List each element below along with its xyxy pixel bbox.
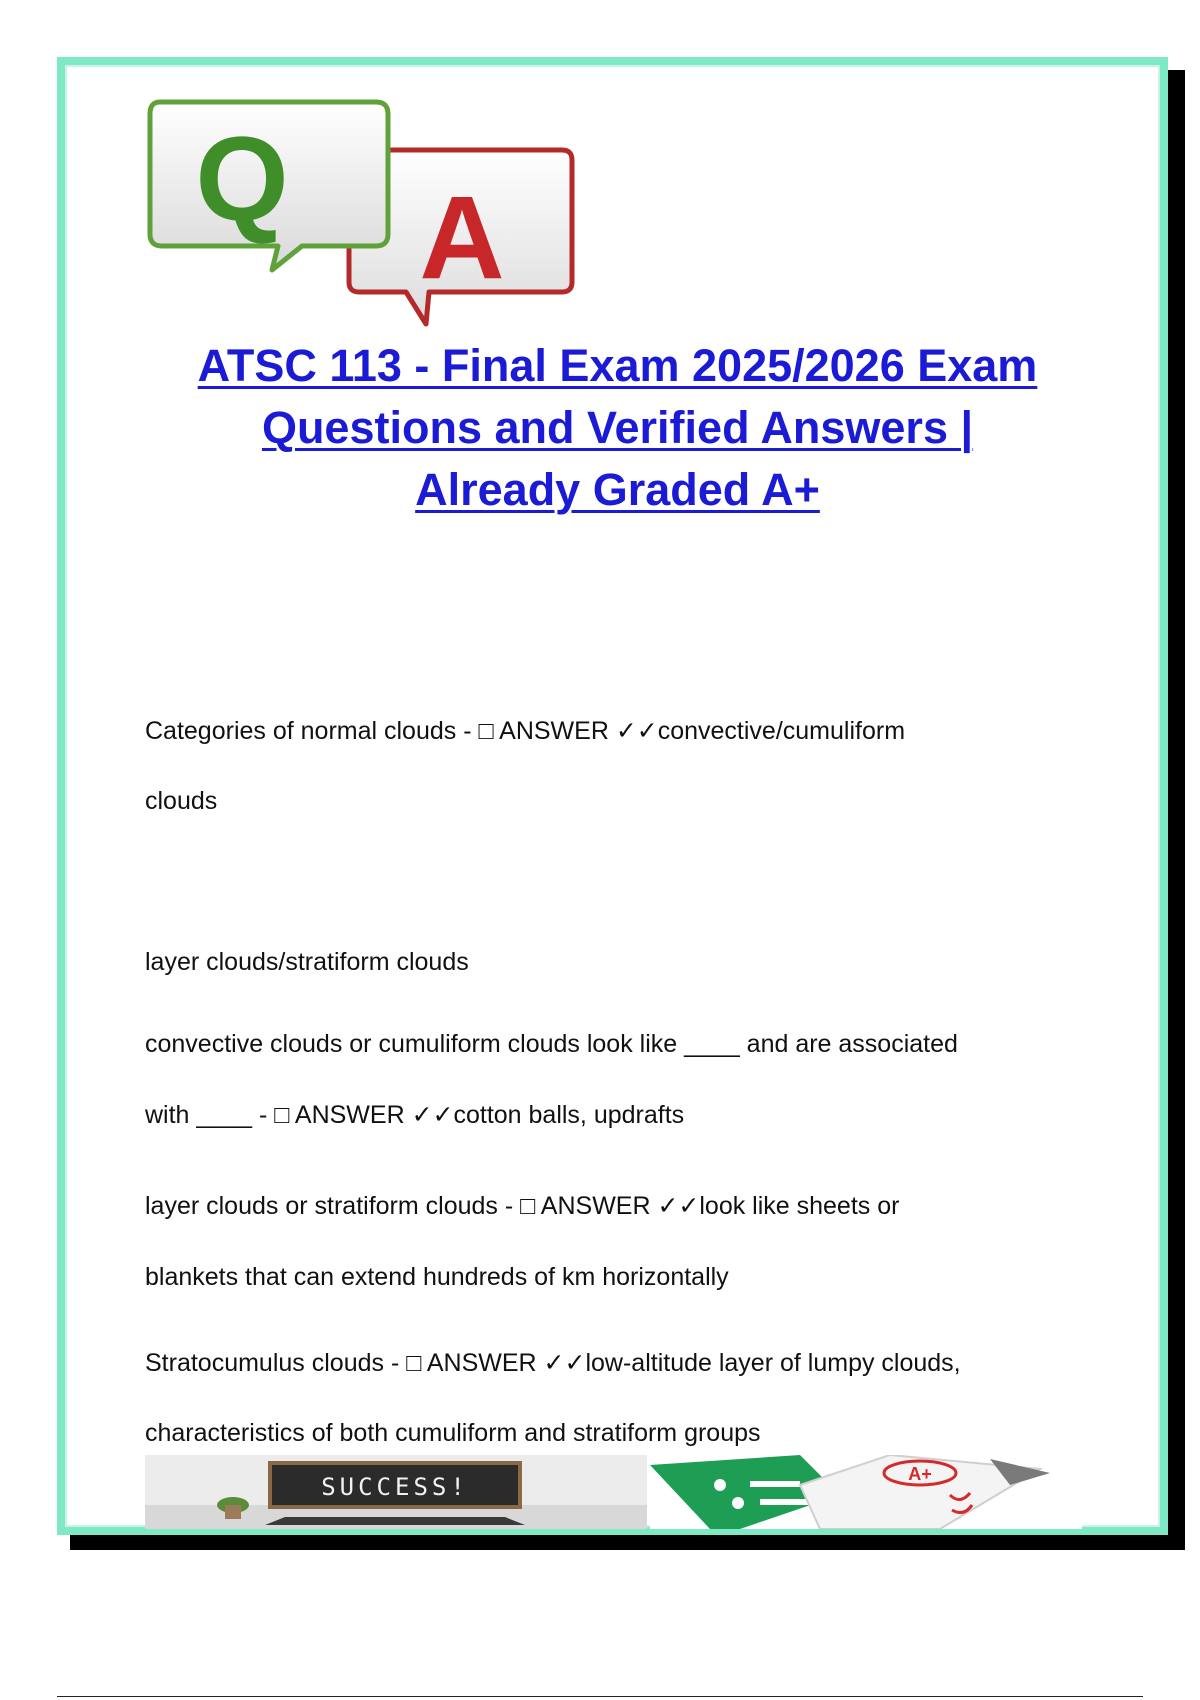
qa-line: layer clouds/stratiform clouds xyxy=(145,948,469,976)
success-sign-image xyxy=(145,1455,647,1529)
bottom-rule xyxy=(57,1696,1143,1697)
qa-line: clouds xyxy=(145,787,218,815)
document-title[interactable] xyxy=(130,335,1105,521)
qa-line: with ____ - □ ANSWER ✓✓cotton balls, updrafts xyxy=(145,1101,685,1129)
title-line[interactable]: Questions and Verified Answers | xyxy=(261,402,974,453)
title-line[interactable]: ATSC 113 - Final Exam 2025/2026 Exam xyxy=(197,340,1038,391)
qa-line: layer clouds or stratiform clouds - □ ANSWER ✓✓look like sheets or xyxy=(145,1192,900,1220)
qa-line: Stratocumulus clouds - □ ANSWER ✓✓low-altitude layer of lumpy clouds, xyxy=(145,1349,961,1377)
qa-line: Categories of normal clouds - □ ANSWER ✓✓convective/cumuliform xyxy=(145,717,906,745)
success-sign-text: SUCCESS! xyxy=(321,1473,469,1501)
qa-logo xyxy=(144,92,584,342)
qa-line: convective clouds or cumuliform clouds look like ____ and are associated xyxy=(145,1030,958,1058)
graded-paper-image xyxy=(650,1455,1082,1529)
logo-letter-q: Q xyxy=(195,112,289,246)
grade-mark-text: A+ xyxy=(908,1464,932,1484)
title-line[interactable]: Already Graded A+ xyxy=(415,464,820,515)
qa-line: characteristics of both cumuliform and stratiform groups xyxy=(145,1419,761,1447)
qa-line: blankets that can extend hundreds of km horizontally xyxy=(145,1263,729,1291)
logo-letter-a: A xyxy=(419,172,505,304)
